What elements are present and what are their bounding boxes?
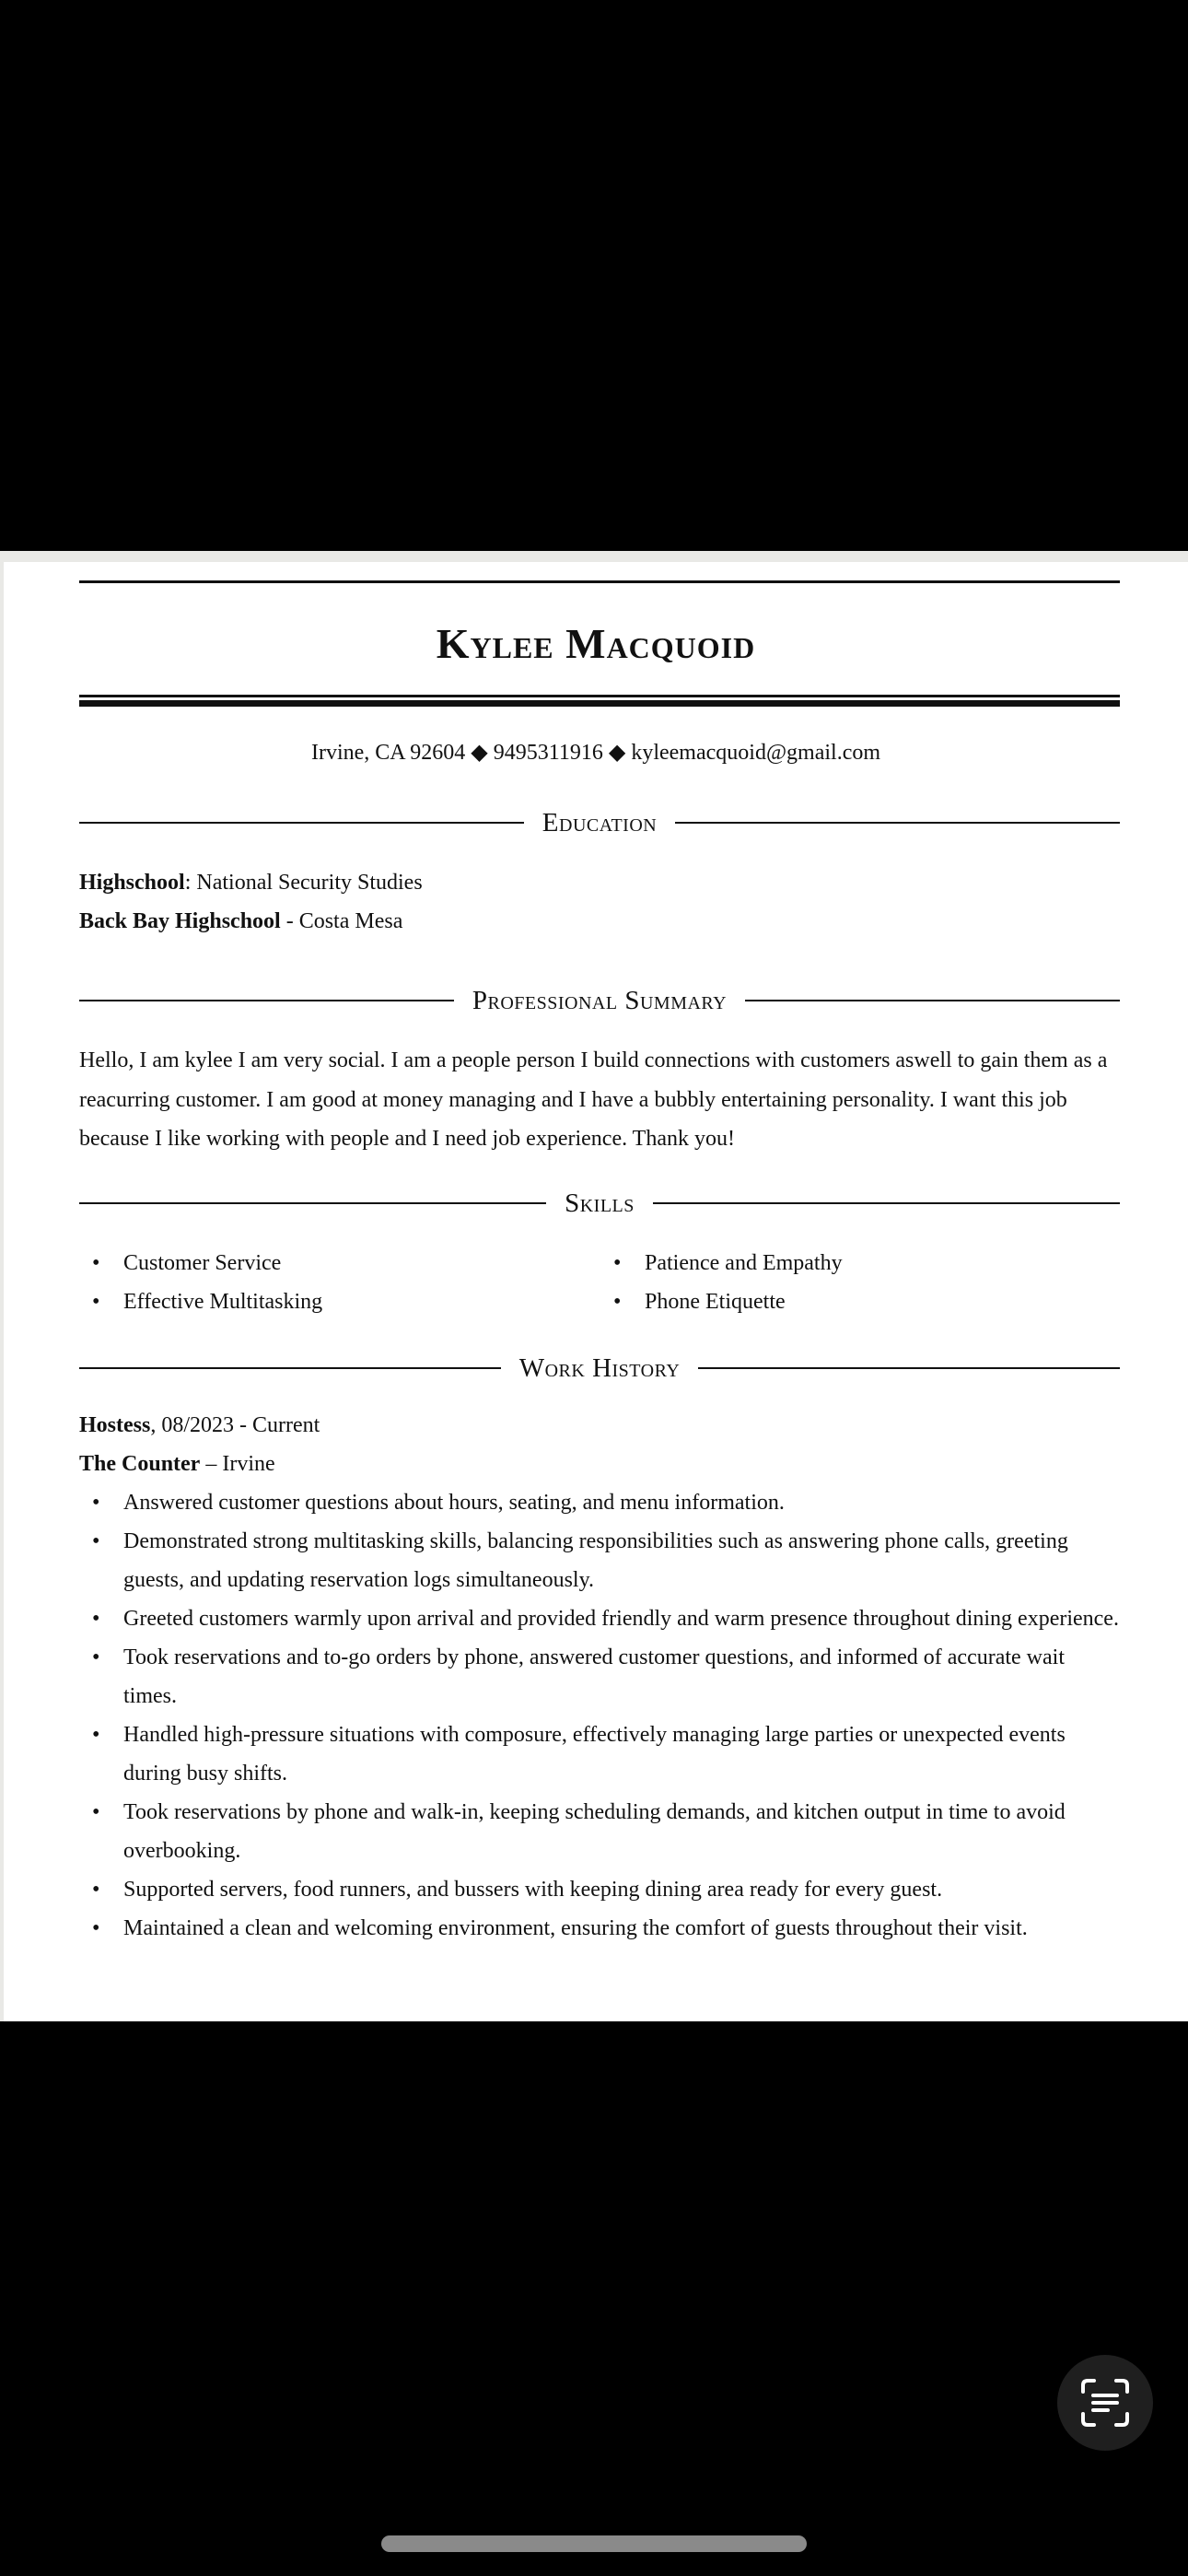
name-rule-thick — [79, 700, 1120, 707]
live-text-scan-icon — [1077, 2375, 1133, 2430]
divider-line — [698, 1367, 1120, 1369]
work-bullet: • Handled high-pressure situations with composure, effectively managing large parties or unexpected events during busy shifts. — [79, 1715, 1120, 1793]
skills-list-right — [600, 1244, 1116, 1321]
live-text-scan-button[interactable] — [1057, 2355, 1153, 2451]
work-bullet: • Took reservations and to-go orders by phone, answered customer questions, and informed of accurate wait times. — [79, 1638, 1120, 1715]
skill-item: • Effective Multitasking — [79, 1282, 595, 1321]
work-bullet: • Demonstrated strong multitasking skills, balancing responsibilities such as answering phone calls, greeting guests, and updating reservation logs simultaneously. — [79, 1522, 1120, 1599]
name-rule-thin — [79, 695, 1120, 697]
section-title: Education — [542, 807, 658, 837]
skill-item: • Patience and Empathy — [600, 1244, 1116, 1282]
divider-line — [79, 822, 524, 824]
education-degree-line — [79, 863, 1120, 902]
skills-heading — [79, 1185, 1120, 1222]
section-title: Skills — [565, 1188, 635, 1218]
job-dates: , 08/2023 - Current — [150, 1413, 320, 1437]
contact-phone: 9495311916 — [493, 741, 603, 765]
divider-line — [79, 1367, 501, 1369]
divider-line — [79, 1202, 546, 1204]
work-bullet: • Supported servers, food runners, and bussers with keeping dining area ready for every guest. — [79, 1870, 1120, 1909]
resume-name: Kylee Macquoid — [436, 620, 756, 667]
divider-line — [79, 1000, 454, 1001]
employer-name: The Counter — [79, 1452, 201, 1476]
contact-separator: ◆ — [608, 741, 626, 765]
contact-line — [4, 739, 1188, 766]
section-title: Work History — [518, 1352, 681, 1383]
work-bullet: • Greeted customers warmly upon arrival and provided friendly and warm presence throughout dining experience. — [79, 1599, 1120, 1638]
section-title: Professional Summary — [472, 985, 728, 1015]
job-title: Hostess — [79, 1413, 151, 1437]
employer-line — [79, 1445, 1120, 1483]
education-heading — [79, 804, 1120, 841]
contact-separator: ◆ — [471, 741, 488, 765]
divider-line — [675, 822, 1120, 824]
home-indicator[interactable] — [381, 2535, 807, 2552]
divider-line — [745, 1000, 1120, 1001]
skill-item: • Phone Etiquette — [600, 1282, 1116, 1321]
skills-list-left — [79, 1244, 595, 1321]
contact-location: Irvine, CA 92604 — [310, 741, 466, 765]
resume-document — [0, 551, 1188, 2021]
skill-item: • Customer Service — [79, 1244, 595, 1282]
work-bullet: • Answered customer questions about hours, seating, and menu information. — [79, 1483, 1120, 1522]
contact-email: kyleemacquoid@gmail.com — [631, 741, 881, 765]
work-bullets — [79, 1483, 1120, 1948]
work-bullet: • Took reservations by phone and walk-in, keeping scheduling demands, and kitchen output in time to avoid overbooking. — [79, 1793, 1120, 1870]
job-title-line — [79, 1406, 1120, 1445]
work-bullet: • Maintained a clean and welcoming environment, ensuring the comfort of guests throughout their visit. — [79, 1909, 1120, 1948]
education-degree: Highschool — [79, 871, 185, 895]
summary-heading — [79, 982, 1120, 1019]
summary-text: Hello, I am kylee I am very social. I am a people person I build connections with customers aswell to gain them as a reacurring customer. I am good at money managing and I have a bubbly entertaining personality. I want this job because I like working with people and I need job experience. Thank you! — [79, 1048, 1108, 1151]
top-rule — [79, 580, 1120, 583]
education-field: : National Security Studies — [184, 871, 423, 895]
employer-location: – Irvine — [200, 1452, 275, 1476]
education-school-location: - Costa Mesa — [280, 909, 403, 933]
education-school: Back Bay Highschool — [79, 909, 281, 933]
work-heading — [79, 1350, 1120, 1387]
education-school-line — [79, 902, 1120, 941]
divider-line — [653, 1202, 1120, 1204]
